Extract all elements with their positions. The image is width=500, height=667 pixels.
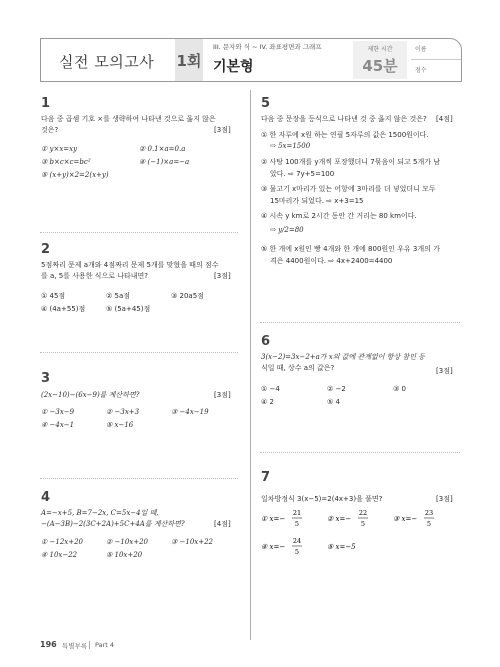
question-number: 3 [41,371,51,386]
answer-option[interactable]: ① 한 자루에 x원 하는 연필 5자루의 값은 1500원이다. [261,131,429,139]
answer-option[interactable]: ③ −10x+22 [171,538,213,546]
answer-option[interactable]: ⑤ 한 개에 x원인 빵 4개와 한 개에 800원인 우유 3개의 가 [261,245,440,253]
question-points: [3점] [436,495,453,503]
answer-option[interactable]: ④ 2 [261,398,274,406]
fraction-numerator: 23 [424,509,434,517]
fraction-numerator: 21 [292,509,302,517]
option-prefix: ② x=− [327,515,352,523]
score-label: 점수 [415,67,427,74]
question-points: [3점] [214,126,231,134]
chapter-range: III. 문자와 식 ~ IV. 좌표평면과 그래프 [213,43,322,51]
answer-option[interactable]: ⑤ (x+y)×2=2(x+y) [41,171,109,179]
answer-option[interactable]: ① −12x+20 [41,538,83,546]
answer-option[interactable] [393,509,434,528]
question-text: −(A−3B)−2(3C+2A)+5C+4A를 계산하면? [41,520,185,528]
time-limit-box [353,41,407,79]
separator [260,322,460,323]
round-badge: 1회 [175,39,203,81]
question-text: 것은? [41,126,59,134]
header-box [40,38,462,82]
answer-option-cont: 았다. ⇨ 7y+5=100 [270,170,335,178]
question-text: 다음 중 곱셈 기호 ×를 생략하여 나타낸 것으로 옳지 않은 [41,115,216,123]
answer-option[interactable]: ① −3x−9 [41,408,75,416]
question-number: 6 [261,334,271,349]
option-prefix: ④ x=− [261,543,286,551]
time-limit-value: 45분 [362,57,398,75]
separator [40,478,238,479]
answer-option[interactable]: ③ 20a5점 [171,292,204,300]
answer-option[interactable]: ② 5a점 [106,292,131,300]
exam-title: 실전 모의고사 [59,53,155,71]
option-prefix: ① x=− [261,515,286,523]
question-points: [3점] [436,367,453,375]
column-divider [250,90,251,640]
answer-option[interactable]: ⑤ x−16 [106,421,134,429]
footer-section: 특별부록 [62,642,88,650]
answer-option[interactable] [327,509,368,528]
question-text: 3(x−2)=3x−2+a가 x의 값에 관계없이 항상 참인 등 [261,353,426,361]
question-text: 를 a, 5를 사용한 식으로 나타내면? [41,272,148,280]
fraction-denominator: 5 [294,548,300,556]
question-text: (2x−10)−(6x−9)를 계산하면? [41,391,140,399]
answer-option[interactable]: ② −10x+20 [106,538,148,546]
fraction-denominator: 5 [426,520,432,528]
question-number: 5 [261,96,271,111]
answer-option[interactable]: ③ b×c×c=bc² [41,158,91,166]
answer-option[interactable]: ⑤ 10x+20 [106,551,143,559]
answer-option-cont: 격은 4400원이다. ⇨ 4x+2400=4400 [270,257,393,265]
answer-option[interactable]: ② 사탕 100개를 y개씩 포장했더니 7묶음이 되고 5개가 남 [261,158,440,166]
question-number: 1 [41,96,51,111]
fraction-numerator: 22 [358,509,368,517]
page-number: 196 [40,640,57,649]
answer-option-cont: 15마리가 되었다. ⇨ x+3=15 [270,197,364,205]
question-text: A=−x+5, B=7−2x, C=5x−4일 때, [41,509,159,517]
answer-option[interactable]: ③ −4x−19 [171,408,209,416]
question-text: 일차방정식 3(x−5)=2(4x+3)을 풀면? [261,495,383,503]
name-label: 이름 [415,46,427,53]
footer-divider [89,641,90,649]
answer-option[interactable]: ① −4 [261,385,280,393]
fraction-denominator: 5 [294,520,300,528]
answer-option[interactable]: ③ 물고기 x마리가 있는 어항에 3마리를 더 넣었더니 모두 [261,185,436,193]
question-text: 식일 때, 상수 a의 값은? [261,364,335,372]
fraction-denominator: 5 [360,520,366,528]
answer-option[interactable]: ② 0.1×a=0.a [139,145,186,153]
answer-option[interactable]: ④ −4x−1 [41,421,75,429]
question-points: [4점] [214,520,231,528]
answer-option[interactable]: ④ (4a+55)점 [41,305,86,313]
answer-option[interactable]: ① y×x=xy [41,145,78,153]
answer-formula: ⇨ 5x=1500 [270,142,311,150]
question-number: 4 [41,490,51,505]
question-points: [3점] [214,391,231,399]
answer-option[interactable] [261,537,302,556]
separator [40,232,238,233]
name-divider [411,59,461,60]
answer-option[interactable]: ① 45점 [41,292,66,300]
time-limit-label: 제한 시간 [367,46,393,53]
question-points: [4점] [436,115,453,123]
exam-type: 기본형 [213,59,254,75]
separator [40,352,238,353]
fraction-numerator: 24 [292,537,302,545]
option-prefix: ⑤ x=−5 [327,543,356,551]
answer-option[interactable]: ⑤ 4 [327,398,340,406]
answer-option[interactable]: ④ 시속 y km로 2시간 동안 간 거리는 80 km이다. [261,212,417,220]
question-text: 5점짜리 문제 a개와 4점짜리 문제 5개를 맞혔을 때의 점수 [41,261,219,269]
q7-options [255,505,465,560]
option-prefix: ③ x=− [393,515,418,523]
answer-option[interactable]: ⑤ (5a+45)점 [106,305,151,313]
answer-formula: ⇨ y/2=80 [270,226,304,234]
separator [260,452,460,453]
answer-option[interactable] [261,509,302,528]
question-points: [3점] [214,272,231,280]
answer-option[interactable]: ④ (−1)×a=−a [139,158,190,166]
question-text: 다음 중 문장을 등식으로 나타낸 것 중 옳지 않은 것은? [261,115,427,123]
answer-option[interactable] [327,543,356,551]
question-number: 2 [41,242,51,257]
answer-option[interactable]: ② −2 [327,385,346,393]
answer-option[interactable]: ③ 0 [393,385,406,393]
footer-part: Part 4 [95,641,115,649]
answer-option[interactable]: ② −3x+3 [106,408,140,416]
answer-option[interactable]: ④ 10x−22 [41,551,78,559]
question-number: 7 [261,470,271,485]
